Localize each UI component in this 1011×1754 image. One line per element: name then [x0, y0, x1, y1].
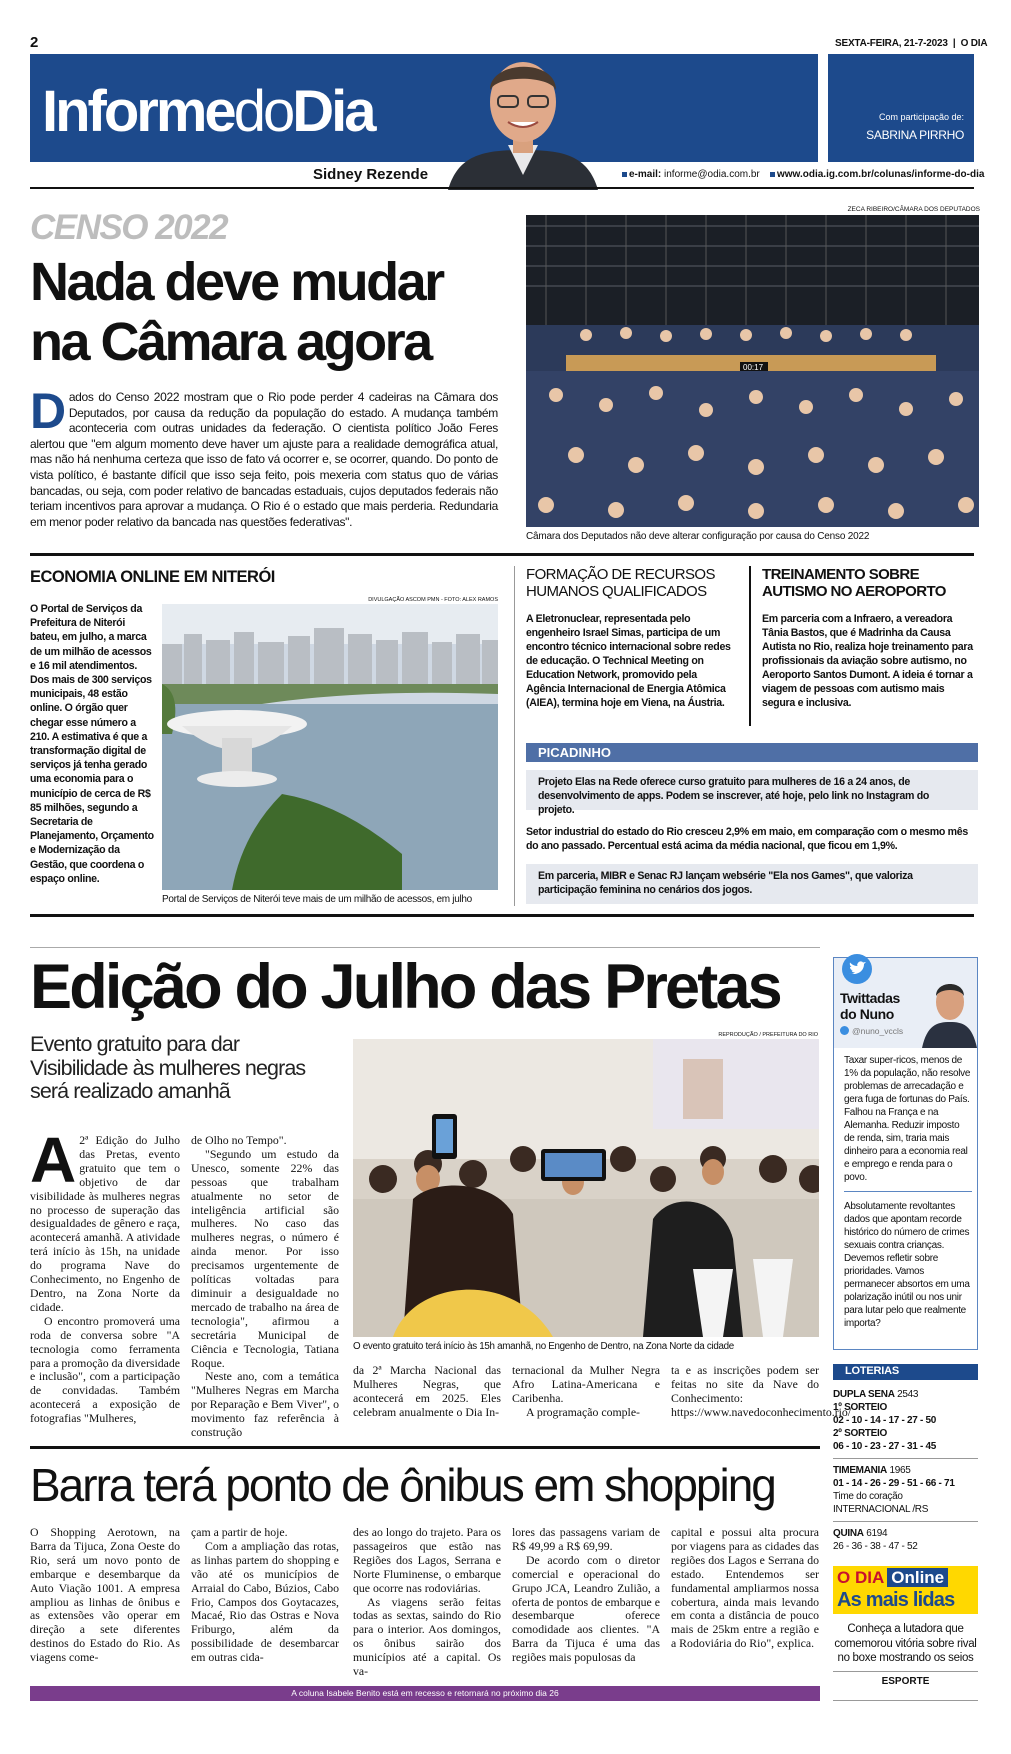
lead-photo-credit: ZECA RIBEIRO/CÂMARA DOS DEPUTADOS [847, 206, 980, 213]
contact-site[interactable]: www.odia.ig.com.br/colunas/informe-do-dia [770, 169, 984, 180]
barra-col3: des ao longo do trajeto. Para os passageiros que estão nas Regiões dos Lagos, Serrana e Norte Fluminense, o embarque que ocorre nas rodoviárias. As viagens serão feitas todas as sextas, saindo do Rio para o interior. Aos domingos, os ônibus sairão dos municípios até a capital. Os va- [353, 1525, 501, 1679]
lottery-game: TIMEMANIA 1965 [833, 1465, 911, 1476]
twitter-box [833, 957, 978, 1350]
contact-email[interactable]: e-mail: informe@odia.com.br [622, 169, 760, 180]
lead-rule [30, 553, 974, 556]
twitter-title: Twittadas do Nuno [840, 990, 900, 1022]
chamber-photo [526, 215, 979, 527]
lottery-game: DUPLA SENA 2543 [833, 1389, 919, 1400]
twitter-icon [842, 954, 872, 984]
section-rule [30, 914, 974, 917]
julho-deck: Evento gratuito para dar Visibilidade às mulheres negras será realizado amanhã [30, 1032, 306, 1103]
formacao-title: FORMAÇÃO DE RECURSOS HUMANOS QUALIFICADOS [526, 566, 715, 600]
julho-photo [353, 1039, 819, 1337]
picadinho-item: Em parceria, MIBR e Senac RJ lançam websérie "Ela nos Games", que valoriza participação feminina no cenários dos jogos. [526, 864, 978, 904]
economia-title: ECONOMIA ONLINE EM NITERÓI [30, 568, 275, 586]
participation-box: Com participação de: SABRINA PIRRHO [828, 54, 974, 162]
julho-col5: ta e as inscrições podem ser feitas no site da Nave do Conhecimento: https://www.navedoconhecimento.rio/ [671, 1363, 852, 1419]
page-date: SEXTA-FEIRA, 21-7-2023 | O DIA [835, 38, 988, 49]
mais-lidas-box[interactable] [833, 1566, 978, 1696]
julho-headline: Edição do Julho das Pretas [30, 952, 780, 1022]
mais-lidas-section: ESPORTE [881, 1675, 930, 1687]
treinamento-title: TREINAMENTO SOBRE AUTISMO NO AEROPORTO [762, 566, 946, 600]
julho-col4: ternacional da Mulher Negra Afro Latina-Americana e Caribenha. A programação comple- [512, 1363, 660, 1419]
loterias-header: LOTERIAS [833, 1364, 978, 1380]
julho-top-rule [30, 947, 820, 948]
barra-col2: çam a partir de hoje. Com a ampliação das rotas, as linhas partem do shopping e vão até os municípios de Arraial do Cabo, Búzios, Cabo Frio, Campos dos Goytacazes, Macaé, Rio das Ostras e Nova Friburgo, além da possibilidade de desembarcar em outras cida- [191, 1525, 339, 1665]
twitter-text: Taxar super-ricos, menos de 1% da população, não resolve problemas de arrecadação e gera fuga de fortunas do País. Falhou na França e na Alemanha. Reduzir imposto de renda, sim, traria mais dinheiro para a economia real e emprego e renda para o povo. Absolutamente revoltantes dados que apontam recorde histórico do número de crimes sexuais contra crianças. Devemos refletir sobre prioridades. Vamos permanecer absortos em uma polarização inútil ou nos unir para lutar pelo que realmente importa? [844, 1055, 971, 1329]
julho-col2: de Olho no Tempo". "Segundo um estudo da Unesco, somente 22% das pessoas que trabalham atualmente no setor de inteligência artificial são mulheres. No caso das mulheres negras, o número é ainda menor. Por isso precisamos urgentemente de políticas voltadas para diminuir a desigualdade no mercado de trabalho na área de tecnologia", afirmou a secretária Municipal de Ciência e Tecnologia, Tatiana Roque. Neste ano, com a temática "Mulheres Negras em Marcha por Reparação e Bem Viver", o movimento faz referência à construção [191, 1133, 339, 1440]
julho-col1: A 2ª Edição do Julho das Pretas, evento gratuito que tem o objetivo de dar visibilidade às mulheres negras no processo de superação das desigualdades de gênero e raça, acontecerá amanhã. A atividade terá início às 15h, na unidade do programa Nave do Conhecimento, no Engenho de Dentro, na Zona Norte da cidade. O encontro promoverá uma roda de conversa sobre "A tecnologia como ferramenta para a promoção da diversidade e inclusão", com a participação de convidadas. Também acontecerá a exposição de fotografias "Mulheres, [30, 1124, 181, 1426]
column-author: Sidney Rezende [313, 166, 429, 183]
barra-col1: O Shopping Aerotown, na Barra da Tijuca, Zona Oeste do Rio, será um novo ponto de embarque e desembarque da Auto Viação 1001. A empresa ampliou as linhas de ônibus e as extensões vão operar em direção a sete diferentes destinos do Estado do Rio. As viagens come- [30, 1525, 180, 1665]
lead-headline: Nada deve mudar na Câmara agora [30, 252, 443, 372]
column-title: InformedoDia [42, 79, 374, 144]
lead-body: Dados do Censo 2022 mostram que o Rio pode perder 4 cadeiras na Câmara dos Deputados, por causa da redução da população do estado. A mudança também aconteceria com outras unidades da federação. O cientista político João Feres alertou que "em algum momento deve haver um ajuste para a realidade demográfica atual, mas não há nenhuma certeza que isso de fato vá ocorrer e, se ocorrer, quando. Do ponto de vista político, é bastante difícil que isso seja feito, pois mexeria com status quo de várias bancadas, ou seja, com poder relativo de bancadas estaduais, cujos deputados federais não teriam incentivos para aprovar a mudança. O Rio é o estado que mais perderia. Redundaria em menor poder relativo da bancada nas questões federativas". [30, 383, 498, 529]
nuno-avatar [922, 970, 977, 1048]
julho-caption: O evento gratuito terá início às 15h amanhã, no Engenho de Dentro, na Zona Norte da cidade [353, 1341, 734, 1352]
loterias-list: DUPLA SENA 2543 1º SORTEIO 02 - 10 - 14 - 17 - 27 - 50 2º SORTEIO 06 - 10 - 23 - 27 - 31 - 45 TIMEMANIA 1965 01 - 14 - 26 - 29 - 51 - 66 - 71 Time do coração INTERNACIONAL /RS QUINA 6194 26 - 36 - 38 - 47 - 52 [833, 1388, 978, 1553]
economia-body: O Portal de Serviços da Prefeitura de Niterói bateu, em julho, a marca de um milhão de acessos e 16 mil atendimentos. Dos mais de 300 serviços municipais, 48 estão online. O órgão quer chegar esse número a 210. A estimativa é que a transformação digital de serviços já tenha gerado uma economia para o município de cerca de R$ 85 milhões, segundo a Secretaria de Planejamento, Orçamento e Modernização da Gestão, que coordena o espaço online. [30, 603, 154, 885]
barra-col5: capital e possui alta procura por viagens para as cidades das regiões dos Lagos e Serrana do estado. Entendemos ser fundamental ampliarmos nossa cobertura, ainda mais levando em conta a distância de pouco mais de 25km entre a região e a Rodoviária do Rio", explica. [671, 1525, 819, 1651]
col-divider-2 [749, 566, 751, 726]
picadinho-item: Projeto Elas na Rede oferece curso gratuito para mulheres de 16 a 24 anos, de desenvolvimento de apps. Podem se inscrever, até hoje, pelo link no Instagram do projeto. [526, 770, 978, 810]
twitter-handle[interactable]: @nuno_vccls [840, 1026, 903, 1036]
niteroi-photo [162, 604, 498, 890]
barra-col4: lores das passagens variam de R$ 49,99 a R$ 69,99. De acordo com o diretor comercial e operacional do Grupo JCA, Leandro Zulião, a oferta de pontos de embarque e desembarque oferece comodidade aos clientes. "A Barra da Tijuca é uma das regiões mais populosas da [512, 1525, 660, 1665]
author-portrait [438, 40, 608, 190]
barra-rule [30, 1446, 820, 1449]
treinamento-body: Em parceria com a Infraero, a vereadora Tânia Bastos, que é Madrinha da Causa Autista no Rio, realiza hoje treinamento para profissionais da aviação sobre autismo, no Aeroporto Santos Dumont. A ideia é tornar a viagem de pessoas com autismo mais segura e inclusiva. [762, 613, 973, 709]
lottery-game: QUINA 6194 [833, 1528, 888, 1539]
col-divider [514, 566, 515, 906]
chamber-clock: 00:17 [743, 363, 764, 372]
page-number: 2 [30, 34, 39, 51]
economia-photo-credit: DIVULGAÇÃO ASCOM PMN - FOTO: ALEX RAMOS [368, 597, 498, 603]
barra-headline: Barra terá ponto de ônibus em shopping [30, 1459, 775, 1511]
lead-kicker: CENSO 2022 [30, 208, 228, 247]
formacao-body: A Eletronuclear, representada pelo engenheiro Israel Simas, participa de um encontro técnico internacional sobre redes de educação. O Technical Meeting on Education Network, promovido pela Agência Internacional de Energia Atômica (AIEA), termina hoje em Viena, na Áustria. [526, 613, 731, 709]
picadinho-item: Setor industrial do estado do Rio cresceu 2,9% em maio, em comparação com o mesmo mês do ano passado. Percentual está acima da média nacional, que ficou em 1,9%. [526, 826, 968, 852]
julho-col3: da 2ª Marcha Nacional das Mulheres Negras, que acontecerá em 2025. Eles celebram anualmente o Dia In- [353, 1363, 501, 1419]
footer-rule-right [833, 1700, 978, 1701]
lead-caption: Câmara dos Deputados não deve alterar configuração por causa do Censo 2022 [526, 531, 870, 542]
mais-lidas-header: O DIA Online As mais lidas [833, 1566, 978, 1614]
footer-note-bar: A coluna Isabele Benito está em recesso e retornará no próximo dia 26 [30, 1686, 820, 1701]
julho-photo-credit: REPRODUÇÃO / PREFEITURA DO RIO [718, 1032, 818, 1038]
mais-lidas-story[interactable]: Conheça a lutadora que comemorou vitória sobre rival no boxe mostrando os seios [834, 1623, 977, 1664]
economia-caption: Portal de Serviços de Niterói teve mais de um milhão de acessos, em julho [162, 894, 472, 905]
masthead-rule [30, 187, 974, 189]
picadinho-header: PICADINHO [526, 743, 978, 762]
